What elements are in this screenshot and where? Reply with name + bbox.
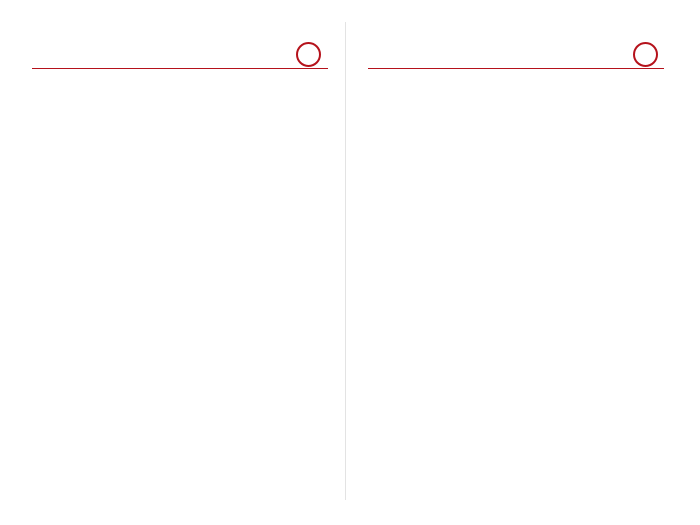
title-rule [368,68,664,69]
page-sk [354,22,682,500]
page-cz [18,22,346,500]
country-badge [633,42,658,67]
country-badge [296,42,321,67]
title-rule [32,68,328,69]
